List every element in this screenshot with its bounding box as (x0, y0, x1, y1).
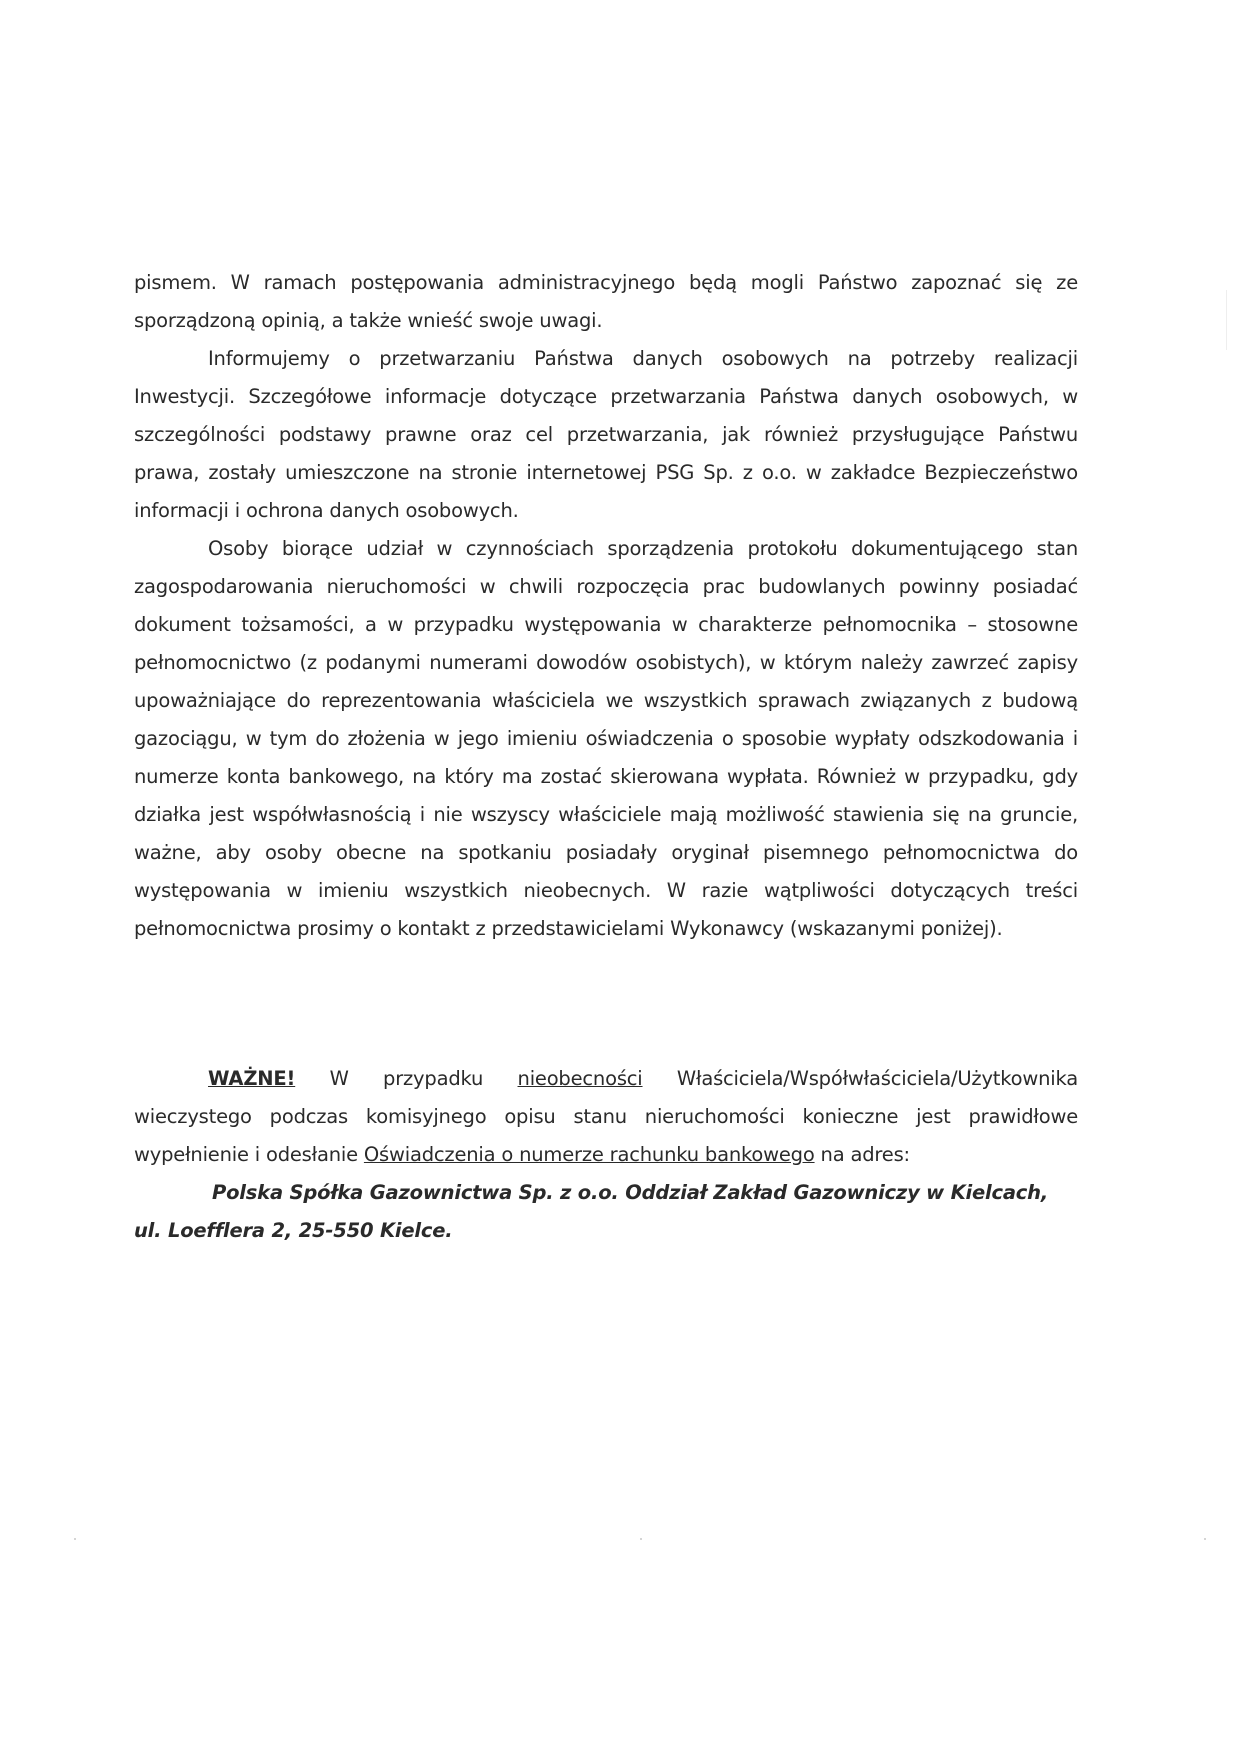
important-notice (134, 1060, 1078, 1174)
paragraph-protocol-attendees: Osoby biorące udział w czynnościach sporządzenia protokołu dokumentującego stan zagospodarowania nieruchomości w chwili rozpoczęcia prac budowlanych powinny posiadać dokument tożsamości, a w przypadku występowania w charakterze pełnomocnika – stosowne pełnomocnictwo (z podanymi numerami dowodów osobistych), w którym należy zawrzeć zapisy upoważniające do reprezentowania właściciela we wszystkich sprawach związanych z budową gazociągu, w tym do złożenia w jego imieniu oświadczenia o sposobie wypłaty odszkodowania i numerze konta bankowego, na który ma zostać skierowana wypłata. Również w przypadku, gdy działka jest współwłasnością i nie wszyscy właściciele mają możliwość stawienia się na gruncie, ważne, aby osoby obecne na spotkaniu posiadały oryginał pisemnego pełnomocnictwa do występowania w imieniu wszystkich nieobecnych. W razie wątpliwości dotyczących treści pełnomocnictwa prosimy o kontakt z przedstawicielami Wykonawcy (wskazanymi poniżej). (134, 537, 1078, 940)
address-line-1: Polska Spółka Gazownictwa Sp. z o.o. Oddział Zakład Gazowniczy w Kielcach, (212, 1181, 1049, 1204)
notice-underlined-absence: nieobecności (517, 1067, 643, 1090)
notice-text-3: na adres: (814, 1143, 910, 1166)
notice-text-1: W przypadku (295, 1067, 518, 1090)
scan-edge-artifact (1226, 290, 1227, 350)
notice-underlined-statement: Oświadczenia o numerze rachunku bankowego (363, 1143, 815, 1166)
address-line-2: ul. Loefflera 2, 25-550 Kielce. (134, 1219, 453, 1242)
scan-artifact (1204, 1538, 1206, 1540)
scan-artifact (74, 1538, 76, 1540)
scan-artifact (640, 1538, 642, 1540)
notice-block (134, 1060, 1078, 1250)
important-label: WAŻNE! (208, 1067, 296, 1090)
notice-text-2: Właściciela/Współwłaściciela/Użytkownika wieczystego podczas komisyjnego opisu stanu nieruchomości konieczne jest prawidłowe wypełnienie i odesłanie (134, 1067, 1078, 1166)
body-text (134, 264, 1078, 948)
paragraph-opinion: pismem. W ramach postępowania administracyjnego będą mogli Państwo zapoznać się ze sporządzoną opinią, a także wnieść swoje uwagi. (134, 271, 1078, 332)
paragraph-personal-data: Informujemy o przetwarzaniu Państwa danych osobowych na potrzeby realizacji Inwestycji. Szczegółowe informacje dotyczące przetwarzania Państwa danych osobowych, w szczególności podstawy prawne oraz cel przetwarzania, jak również przysługujące Państwu prawa, zostały umieszczone na stronie internetowej PSG Sp. z o.o. w zakładce Bezpieczeństwo informacji i ochrona danych osobowych. (134, 347, 1078, 522)
